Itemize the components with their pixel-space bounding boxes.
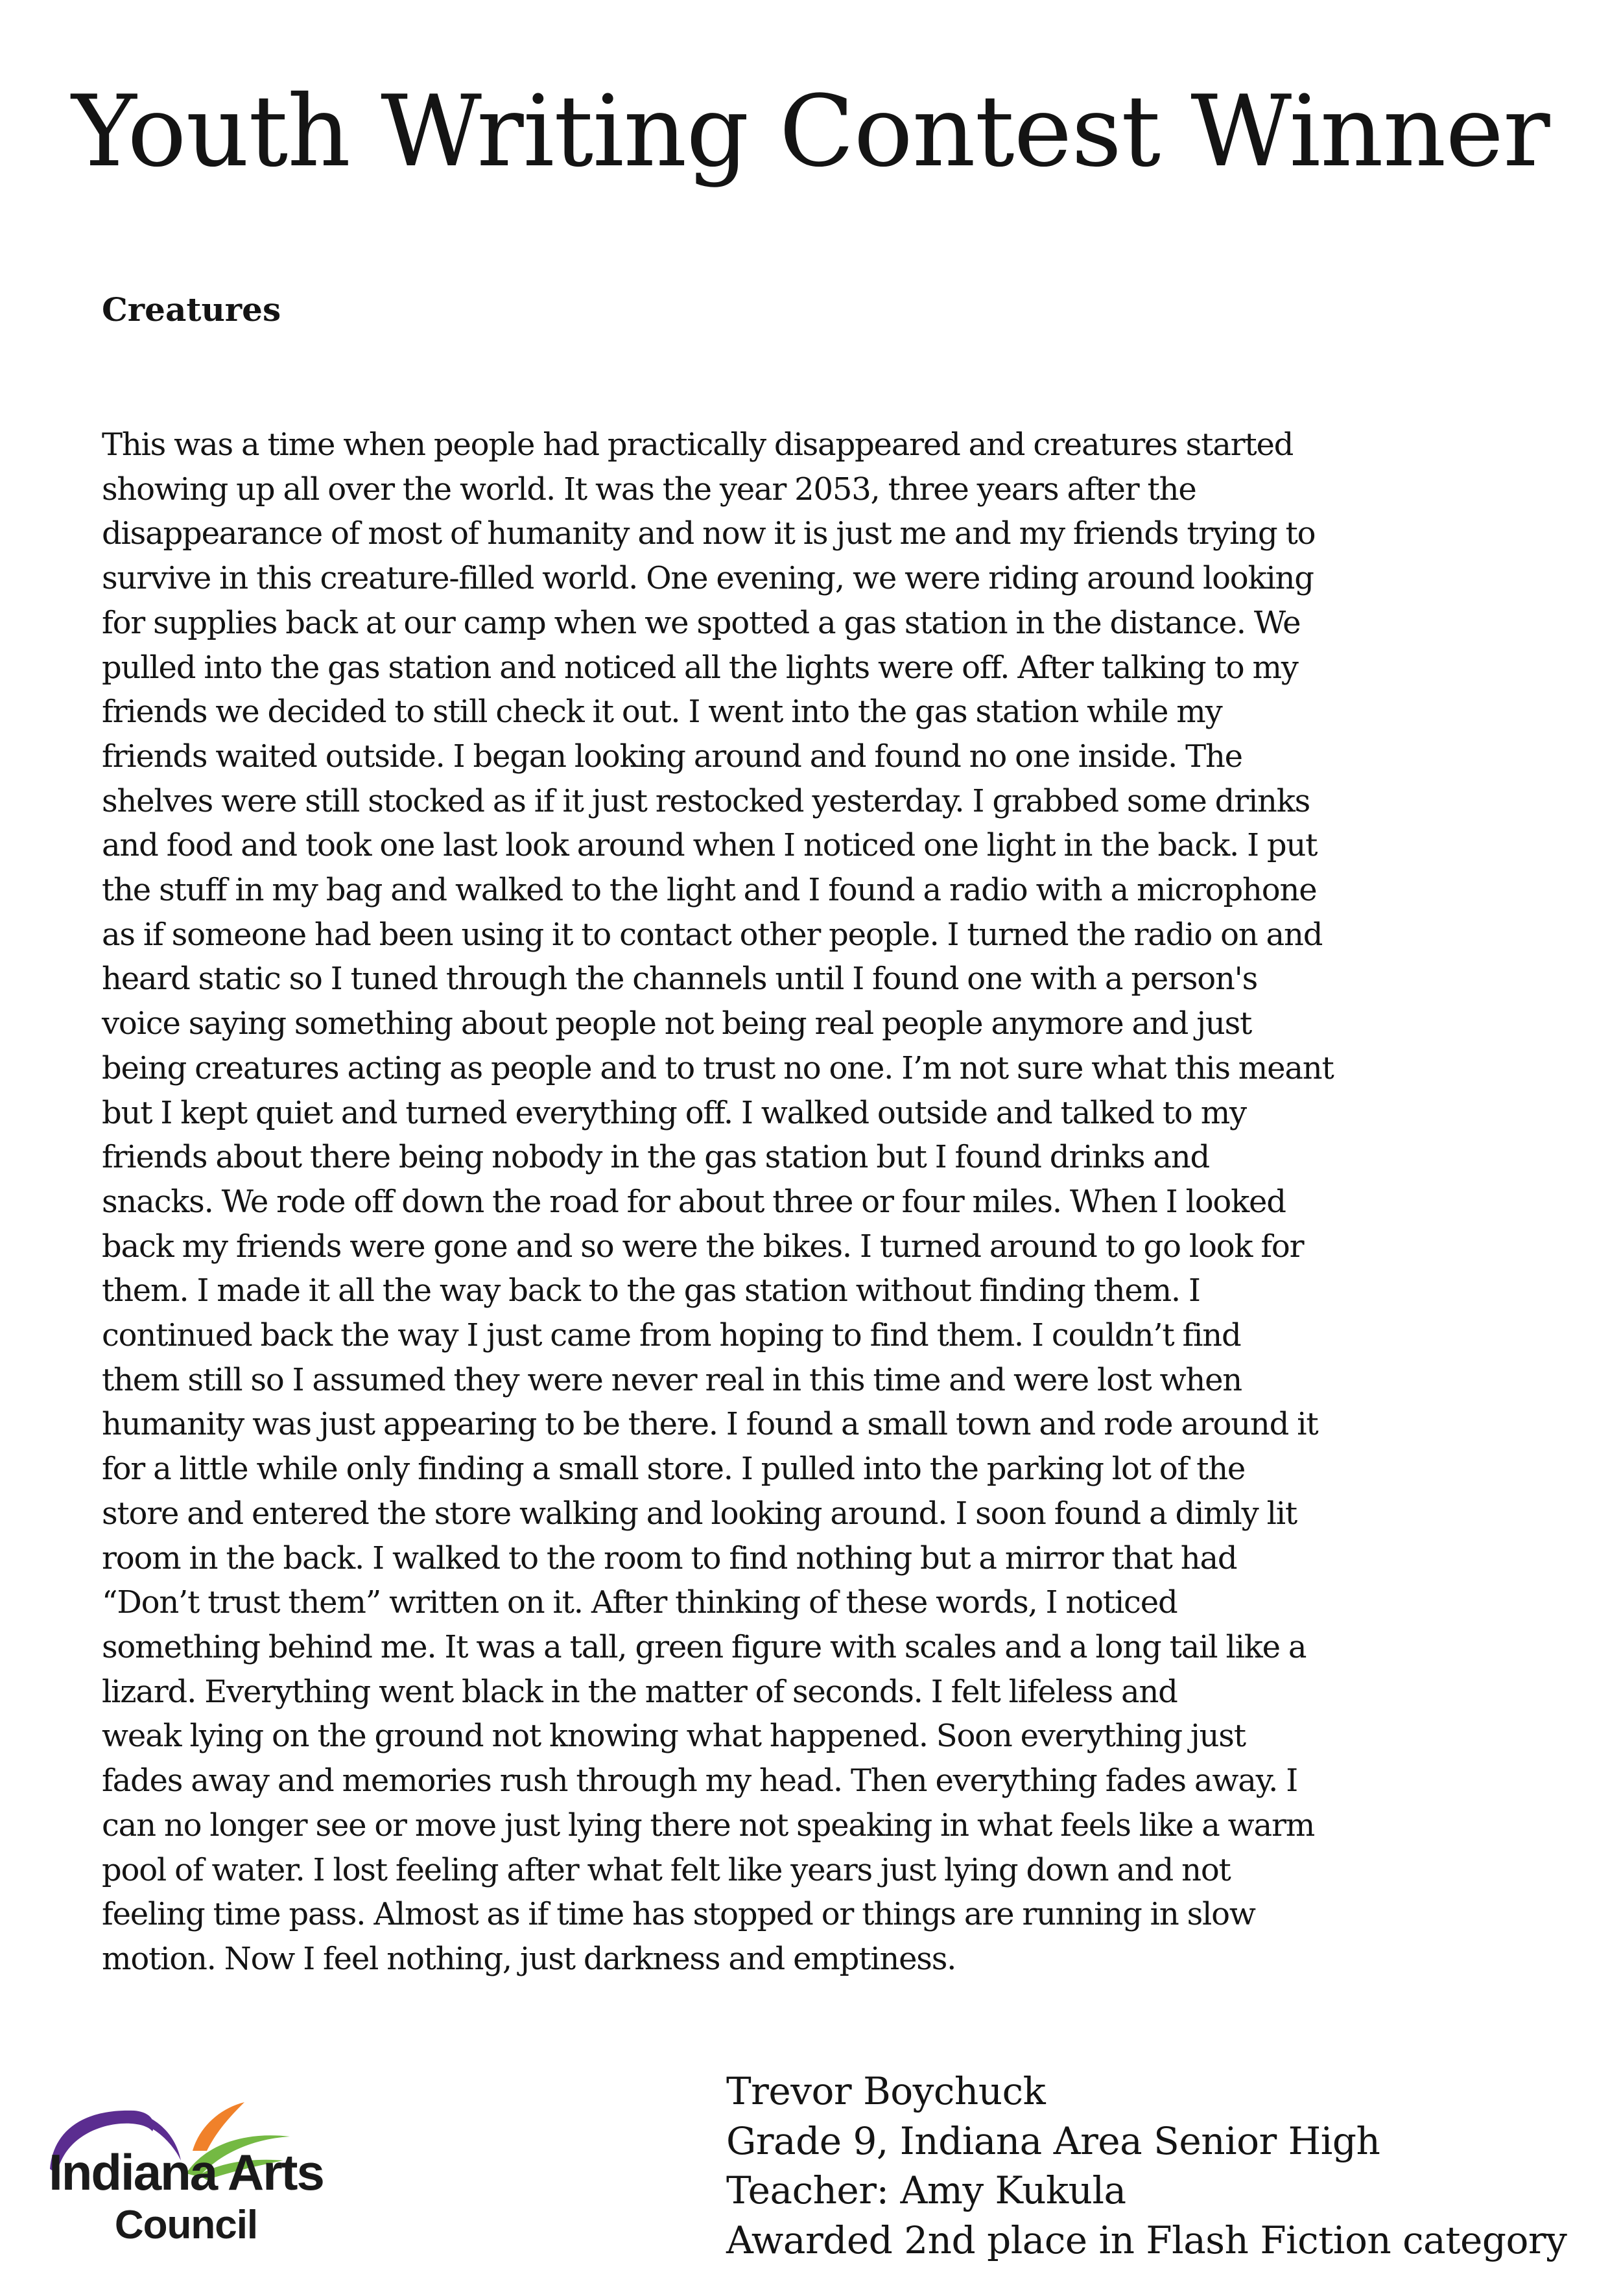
story-title: Creatures [102,290,281,329]
story-line: weak lying on the ground not knowing what happened. Soon everything just [102,1718,1246,1755]
story-line: “Don’t trust them” written on it. After thinking of these words, I noticed [102,1584,1177,1621]
author-credits [726,2067,1567,2265]
story-line: can no longer see or move just lying there not speaking in what feels like a warm [102,1807,1315,1844]
author-teacher: Teacher: Amy Kukula [726,2168,1126,2212]
story-line: friends we decided to still check it out. I went into the gas station while my [102,694,1222,731]
story-line: pulled into the gas station and noticed all the lights were off. After talking to my [102,649,1298,686]
story-line: shelves were still stocked as if it just restocked yesterday. I grabbed some drinks [102,782,1310,819]
story-line: for a little while only finding a small store. I pulled into the parking lot of the [102,1451,1246,1488]
story-line: showing up all over the world. It was the year 2053, three years after the [102,471,1196,508]
story-line: the stuff in my bag and walked to the light and I found a radio with a microphone [102,872,1317,909]
story-line: them. I made it all the way back to the gas station without finding them. I [102,1272,1200,1309]
logo-text-indiana-arts: Indiana Arts [49,2144,324,2201]
story-line: heard static so I tuned through the channels until I found one with a person's [102,961,1258,998]
story-line: store and entered the store walking and looking around. I soon found a dimly lit [102,1495,1297,1532]
story-line: pool of water. I lost feeling after what felt like years just lying down and not [102,1851,1231,1888]
story-line: continued back the way I just came from hoping to find them. I couldn’t find [102,1317,1241,1354]
story-line: voice saying something about people not being real people anymore and just [102,1005,1252,1042]
author-name: Trevor Boychuck [726,2069,1046,2113]
story-line: motion. Now I feel nothing, just darkness and emptiness. [102,1940,956,1977]
story-line: feeling time pass. Almost as if time has stopped or things are running in slow [102,1896,1255,1933]
author-award: Awarded 2nd place in Flash Fiction category [726,2218,1567,2262]
story-line: friends waited outside. I began looking around and found no one inside. The [102,738,1242,775]
story-line: but I kept quiet and turned everything off. I walked outside and talked to my [102,1094,1246,1131]
story-line: as if someone had been using it to contact other people. I turned the radio on and [102,916,1323,953]
story-line: room in the back. I walked to the room to find nothing but a mirror that had [102,1540,1237,1576]
story-line: disappearance of most of humanity and now it is just me and my friends trying to [102,515,1316,552]
story-line: humanity was just appearing to be there. I found a small town and rode around it [102,1406,1318,1443]
logo-text-council: Council [114,2203,258,2247]
story-line: snacks. We rode off down the road for about three or four miles. When I looked [102,1183,1286,1220]
story-line: back my friends were gone and so were the bikes. I turned around to go look for [102,1228,1304,1265]
story-line: for supplies back at our camp when we spotted a gas station in the distance. We [102,604,1301,641]
story-body [102,423,1548,1982]
story-line: friends about there being nobody in the gas station but I found drinks and [102,1139,1209,1176]
author-grade-school: Grade 9, Indiana Area Senior High [726,2118,1380,2163]
story-line: something behind me. It was a tall, green figure with scales and a long tail like a [102,1628,1307,1665]
story-line: survive in this creature-filled world. One evening, we were riding around looking [102,560,1314,597]
story-line: fades away and memories rush through my head. Then everything fades away. I [102,1763,1298,1799]
story-line: This was a time when people had practically disappeared and creatures started [102,427,1294,463]
story-line: them still so I assumed they were never real in this time and were lost when [102,1361,1242,1398]
story-line: lizard. Everything went black in the matter of seconds. I felt lifeless and [102,1673,1177,1710]
page-title: Youth Writing Contest Winner [71,74,1550,189]
story-line: being creatures acting as people and to trust no one. I’m not sure what this meant [102,1049,1334,1086]
story-line: and food and took one last look around when I noticed one light in the back. I put [102,827,1318,864]
